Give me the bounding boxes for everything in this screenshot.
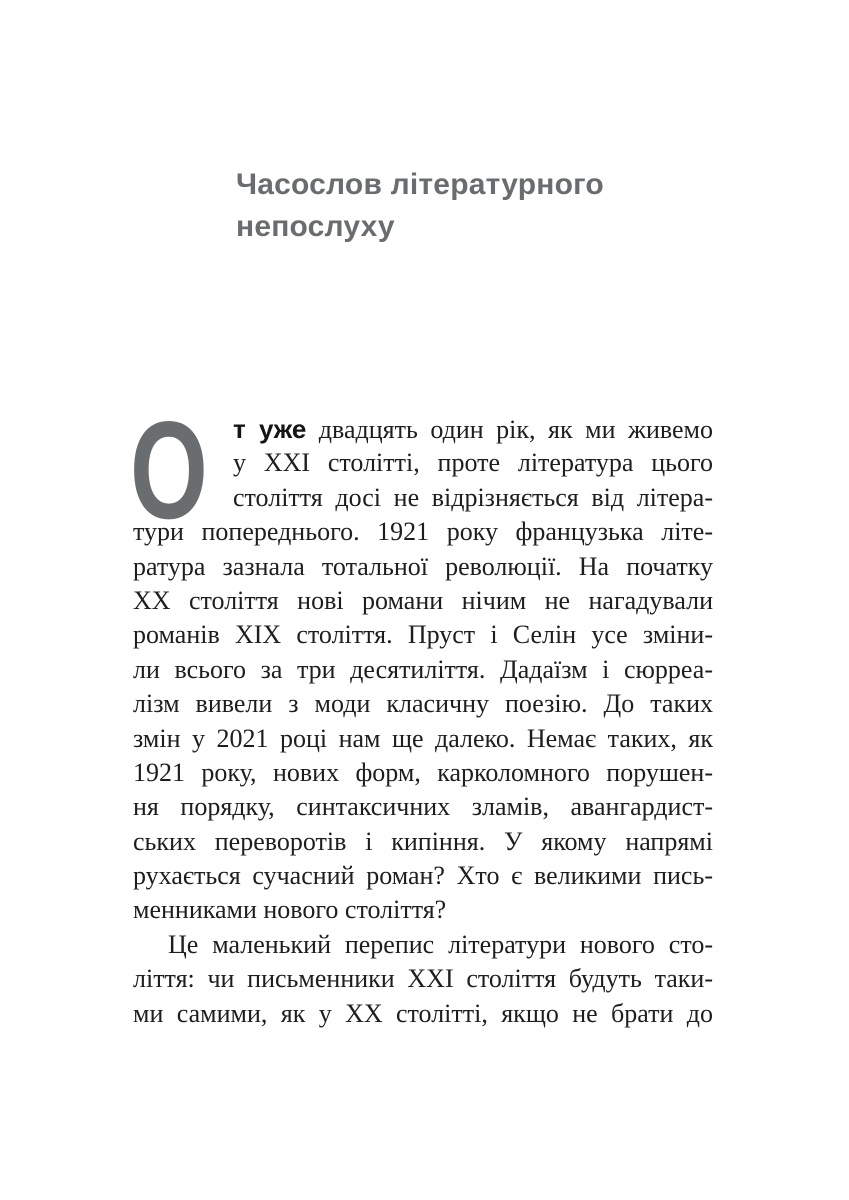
text-line: ня порядку, синтаксичних зламів, авангардист- [133, 792, 713, 822]
text-line: лізм вивели з моди класичну поезію. До таких [133, 689, 713, 719]
text-line: ліття: чи письменники XXI століття будуть таки- [133, 964, 713, 994]
text-line [233, 412, 713, 446]
text-line-paragraph-start: Це маленький перепис літератури нового сто- [168, 929, 713, 959]
text-line: ли всього за три десятиліття. Дадаїзм і сюрреа- [133, 654, 713, 684]
text-line: ських переворотів і кипіння. У якому напрямі [133, 826, 713, 856]
text-line: ми самими, як у XX столітті, якщо не брати до [133, 998, 713, 1028]
chapter-title-line: непослуху [236, 210, 395, 243]
text-line: тури попереднього. 1921 року французька літе- [133, 517, 713, 547]
text-line: романів XIX століття. Пруст і Селін усе зміни- [133, 620, 713, 650]
text-run: двадцять один рік, як ми живемо [306, 415, 713, 444]
body-text [133, 412, 713, 1031]
text-line: століття досі не відрізняється від літера- [233, 482, 713, 512]
text-line: у XXI столітті, проте література цього [233, 448, 713, 478]
text-line-paragraph-end: менниками нового століття? [133, 895, 447, 925]
chapter-title [236, 164, 604, 248]
text-line: XX століття нові романи нічим не нагадували [133, 585, 713, 615]
drop-cap: О [130, 393, 208, 548]
lead-bold-text: т уже [233, 414, 307, 444]
text-line: рухається сучасний роман? Хто є великими пись- [133, 861, 713, 891]
chapter-title-line: Часослов літературного [236, 168, 604, 201]
text-line: ратура зазнала тотальної революції. На початку [133, 551, 713, 581]
text-line: змін у 2021 році нам ще далеко. Немає таких, як [133, 723, 713, 753]
text-line: 1921 року, нових форм, карколомного порушен- [133, 757, 713, 787]
